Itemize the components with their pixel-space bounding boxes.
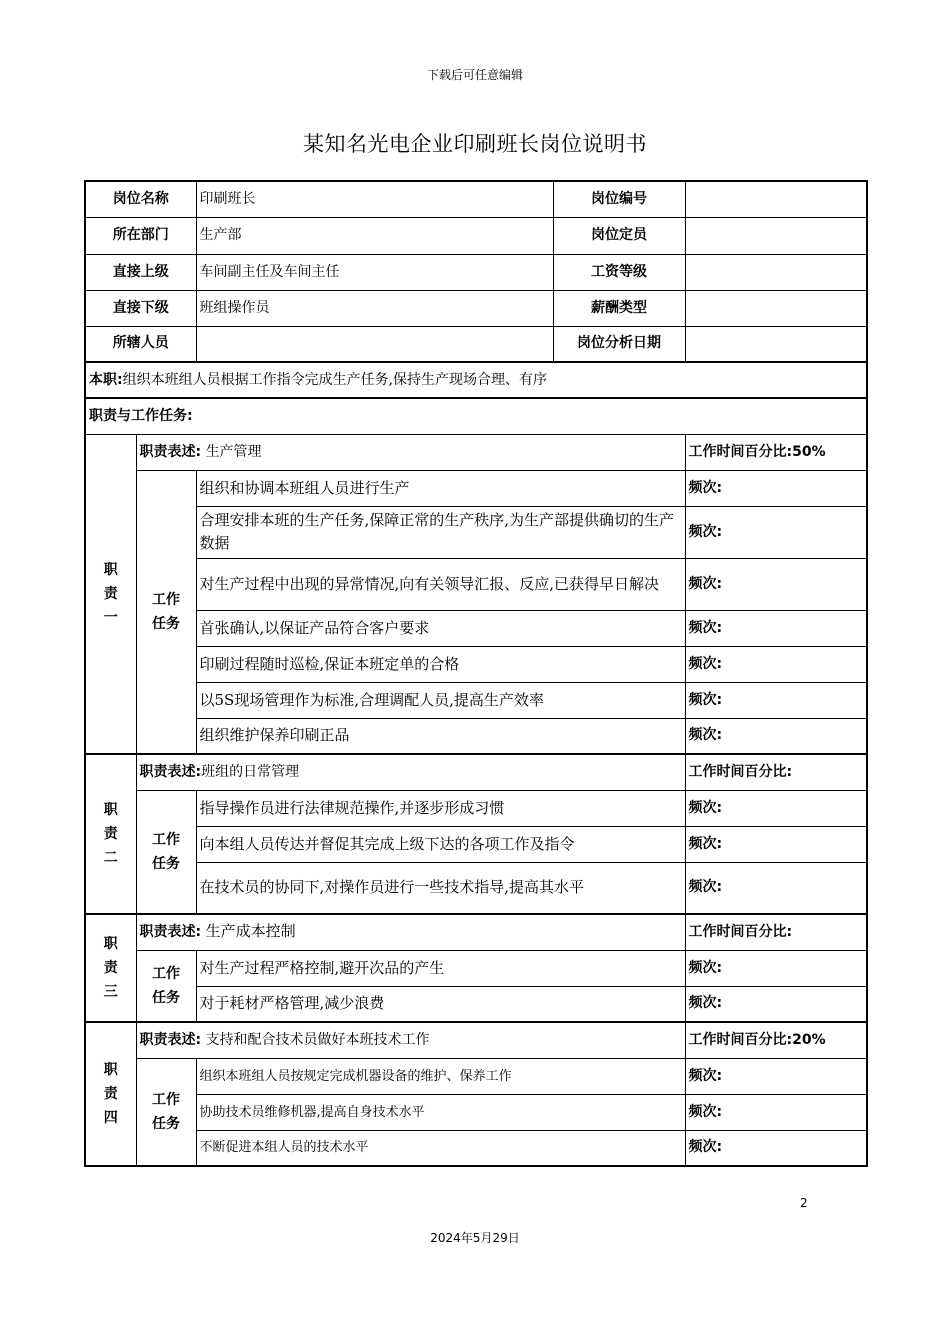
core-duty-text: 组织本班组人员根据工作指令完成生产任务,保持生产现场合理、有序 <box>122 371 548 388</box>
duty-2-desc-label: 职责表述: <box>139 763 202 780</box>
duty-3-work-task-label <box>136 950 196 1022</box>
page-number: 2 <box>800 1196 808 1210</box>
duty-2-desc-text: 班组的日常管理 <box>201 763 300 780</box>
position-name-label: 岗位名称 <box>85 181 196 217</box>
duty-1-desc-text: 生产管理 <box>205 443 262 460</box>
freq-label: 频次: <box>685 862 867 914</box>
headcount-value <box>685 217 867 254</box>
task-item: 组织本班组人员按规定完成机器设备的维护、保养工作 <box>196 1058 685 1094</box>
salary-grade-value <box>685 254 867 290</box>
freq-label: 频次: <box>685 506 867 558</box>
freq-label: 频次: <box>685 1130 867 1166</box>
duty-3-desc <box>136 914 685 950</box>
position-code-value <box>685 181 867 217</box>
duty-2-name-text: 职责二 <box>103 802 118 866</box>
freq-label: 频次: <box>685 646 867 682</box>
department-label: 所在部门 <box>85 217 196 254</box>
position-name-value: 印刷班长 <box>196 181 553 217</box>
duty-4-name <box>85 1022 136 1166</box>
freq-label: 频次: <box>685 558 867 610</box>
freq-label: 频次: <box>685 826 867 862</box>
salary-grade-label: 工资等级 <box>553 254 685 290</box>
superior-label: 直接上级 <box>85 254 196 290</box>
job-description-table <box>84 180 868 1167</box>
task-item: 在技术员的协同下,对操作员进行一些技术指导,提高其水平 <box>196 862 685 914</box>
subordinate-value: 班组操作员 <box>196 290 553 326</box>
pay-type-value <box>685 290 867 326</box>
work-task-text: 工作任务 <box>152 1091 180 1132</box>
task-item: 对生产过程严格控制,避开次品的产生 <box>196 950 685 986</box>
duty-3-desc-label: 职责表述: <box>139 924 202 941</box>
footer-date: 2024年5月29日 <box>430 1231 520 1245</box>
duty-4-name-text: 职责四 <box>103 1062 118 1126</box>
task-item: 以5S现场管理作为标准,合理调配人员,提高生产效率 <box>196 682 685 718</box>
duty-2-name <box>85 754 136 914</box>
duty-1-name <box>85 434 136 754</box>
freq-label: 频次: <box>685 682 867 718</box>
duty-1-work-task-label <box>136 470 196 754</box>
document-title: 某知名光电企业印刷班长岗位说明书 <box>303 132 647 156</box>
freq-label: 频次: <box>685 610 867 646</box>
task-item: 印刷过程随时巡检,保证本班定单的合格 <box>196 646 685 682</box>
duty-3-desc-text: 生产成本控制 <box>205 922 296 941</box>
duty-4-desc-label: 职责表述: <box>139 1031 202 1048</box>
duty-4-work-task-label <box>136 1058 196 1166</box>
work-task-text: 工作任务 <box>152 591 180 632</box>
duty-2-desc <box>136 754 685 790</box>
duty-1-time-pct: 工作时间百分比:50% <box>685 434 867 470</box>
task-item: 组织维护保养印刷正品 <box>196 718 685 754</box>
task-item: 首张确认,以保证产品符合客户要求 <box>196 610 685 646</box>
duty-1-name-text: 职责一 <box>103 561 118 626</box>
task-item: 协助技术员维修机器,提高自身技术水平 <box>196 1094 685 1130</box>
freq-label: 频次: <box>685 1094 867 1130</box>
freq-label: 频次: <box>685 470 867 506</box>
task-item: 对于耗材严格管理,减少浪费 <box>196 986 685 1022</box>
department-value: 生产部 <box>196 217 553 254</box>
task-item: 组织和协调本班组人员进行生产 <box>196 470 685 506</box>
duty-2-time-pct: 工作时间百分比: <box>685 754 867 790</box>
analysis-date-value <box>685 326 867 362</box>
work-task-text: 工作任务 <box>152 831 180 872</box>
pay-type-label: 薪酬类型 <box>553 290 685 326</box>
duty-4-desc-text: 支持和配合技术员做好本班技术工作 <box>205 1031 430 1048</box>
duty-2-work-task-label <box>136 790 196 914</box>
superior-value: 车间副主任及车间主任 <box>196 254 553 290</box>
task-item: 指导操作员进行法律规范操作,并逐步形成习惯 <box>196 790 685 826</box>
duty-1-desc-label: 职责表述: <box>139 443 202 460</box>
task-item: 向本组人员传达并督促其完成上级下达的各项工作及指令 <box>196 826 685 862</box>
duty-4-time-pct: 工作时间百分比:20% <box>685 1022 867 1058</box>
headcount-label: 岗位定员 <box>553 217 685 254</box>
freq-label: 频次: <box>685 1058 867 1094</box>
task-item: 不断促进本组人员的技术水平 <box>196 1130 685 1166</box>
position-code-label: 岗位编号 <box>553 181 685 217</box>
subordinate-label: 直接下级 <box>85 290 196 326</box>
analysis-date-label: 岗位分析日期 <box>553 326 685 362</box>
duty-3-name-text: 职责三 <box>103 936 118 1000</box>
task-item: 对生产过程中出现的异常情况,向有关领导汇报、反应,已获得早日解决 <box>196 558 685 610</box>
freq-label: 频次: <box>685 986 867 1022</box>
freq-label: 频次: <box>685 790 867 826</box>
freq-label: 频次: <box>685 950 867 986</box>
jurisdiction-label: 所辖人员 <box>85 326 196 362</box>
freq-label: 频次: <box>685 718 867 754</box>
duty-3-name <box>85 914 136 1022</box>
duty-3-time-pct: 工作时间百分比: <box>685 914 867 950</box>
duty-1-desc <box>136 434 685 470</box>
work-task-text: 工作任务 <box>152 965 180 1006</box>
jurisdiction-value <box>196 326 553 362</box>
duties-heading: 职责与工作任务: <box>85 398 867 434</box>
task-item: 合理安排本班的生产任务,保障正常的生产秩序,为生产部提供确切的生产数据 <box>196 506 685 558</box>
duty-4-desc <box>136 1022 685 1058</box>
core-duty-row <box>85 362 867 398</box>
core-duty-label: 本职: <box>89 371 123 388</box>
header-note: 下载后可任意编辑 <box>426 68 523 82</box>
